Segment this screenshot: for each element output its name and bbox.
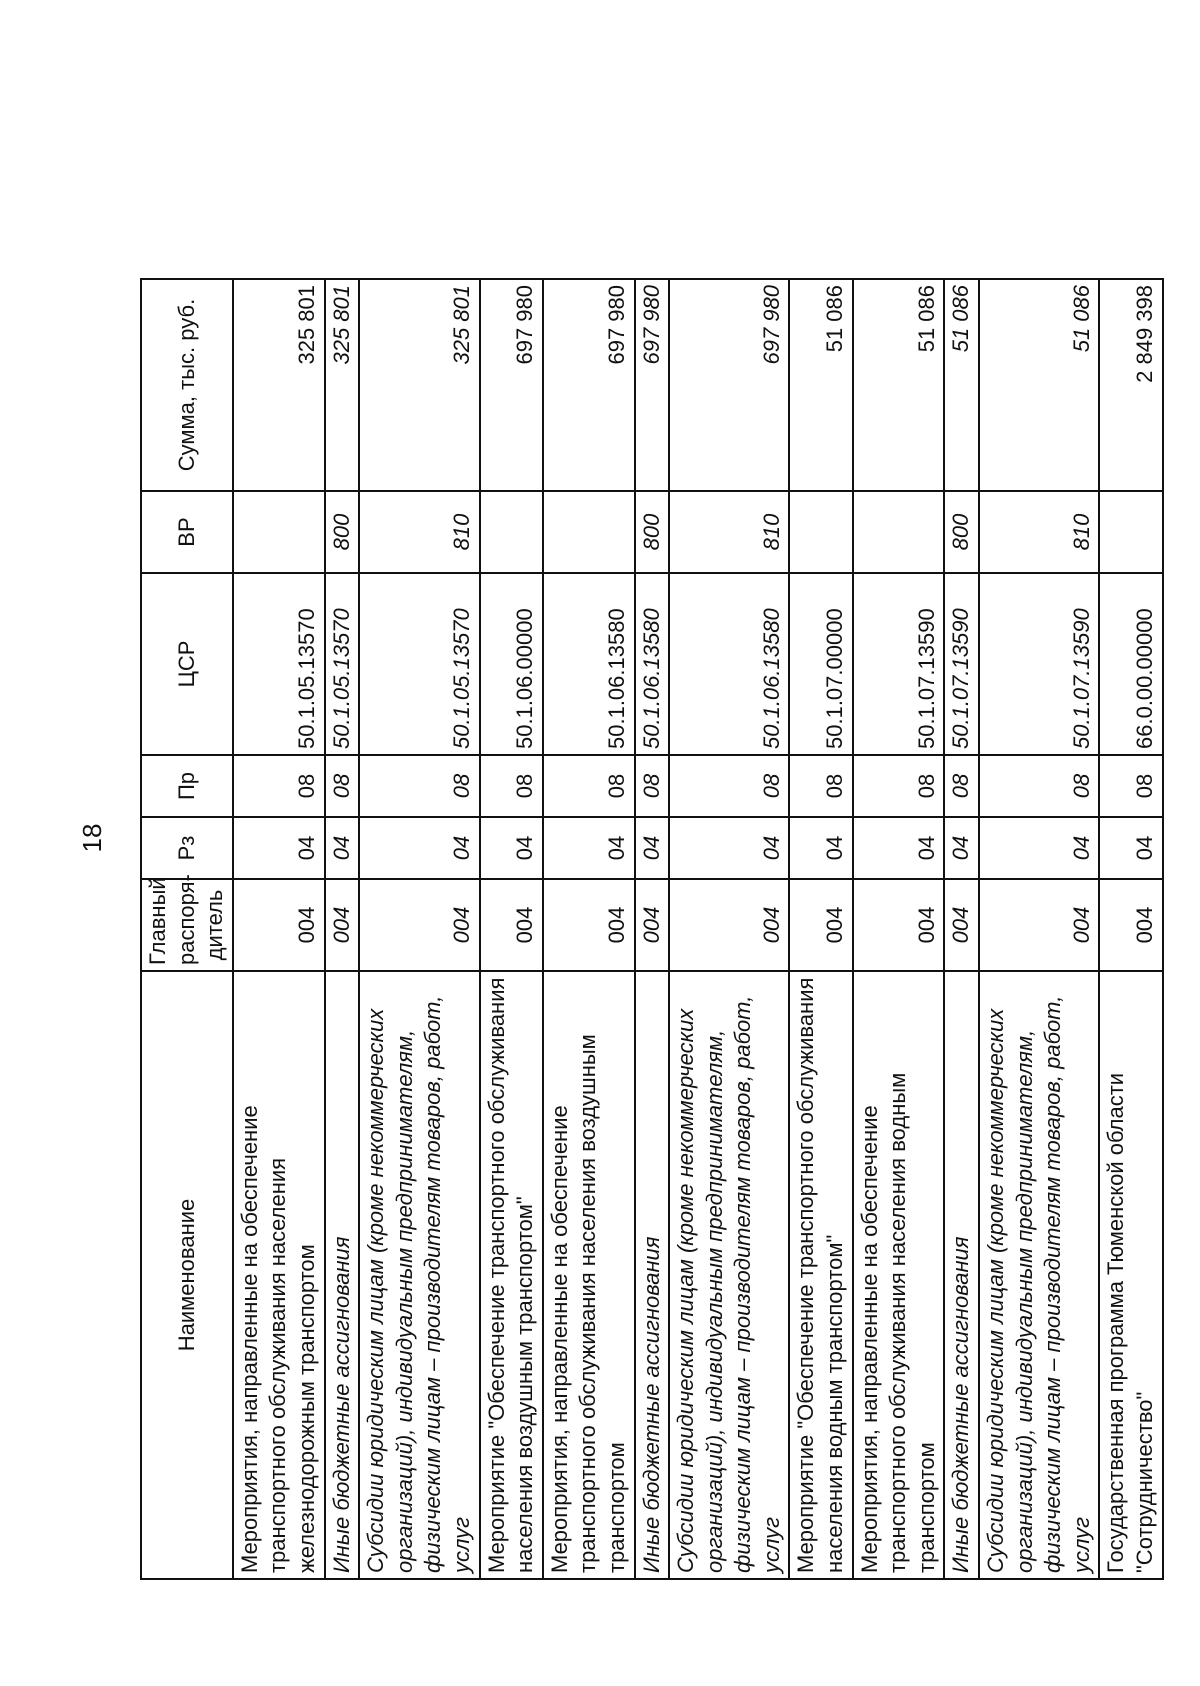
cell-csr: 50.1.07.13590	[979, 573, 1099, 755]
table-row	[233, 279, 325, 1579]
budget-table	[140, 278, 1164, 1580]
cell-main-manager: 004	[635, 879, 670, 971]
cell-rz: 04	[325, 817, 360, 879]
cell-sum: 697 980	[480, 279, 543, 491]
table-row	[325, 279, 360, 1579]
cell-vr	[789, 491, 852, 573]
header-rz: Рз	[141, 817, 233, 879]
cell-csr: 50.1.07.13590	[853, 573, 945, 755]
cell-csr: 50.1.07.13590	[944, 573, 979, 755]
cell-name: Мероприятия, направленные на обеспечение транспортного обслуживания населения водным транспортом	[853, 971, 945, 1579]
cell-main-manager: 004	[233, 879, 325, 971]
header-vr: ВР	[141, 491, 233, 573]
cell-rz: 04	[979, 817, 1099, 879]
header-csr: ЦСР	[141, 573, 233, 755]
cell-pr: 08	[635, 755, 670, 817]
cell-name: Иные бюджетные ассигнования	[325, 971, 360, 1579]
cell-main-manager: 004	[325, 879, 360, 971]
cell-csr: 50.1.06.13580	[543, 573, 635, 755]
table-row	[853, 279, 945, 1579]
cell-name: Мероприятия, направленные на обеспечение транспортного обслуживания населения воздушным транспортом	[543, 971, 635, 1579]
cell-main-manager: 004	[669, 879, 789, 971]
cell-rz: 04	[635, 817, 670, 879]
cell-pr: 08	[233, 755, 325, 817]
cell-sum: 51 086	[853, 279, 945, 491]
cell-sum: 51 086	[944, 279, 979, 491]
table-row	[543, 279, 635, 1579]
cell-pr: 08	[359, 755, 479, 817]
cell-main-manager: 004	[944, 879, 979, 971]
cell-csr: 66.0.00.00000	[1099, 573, 1162, 755]
cell-vr	[543, 491, 635, 573]
cell-pr: 08	[1099, 755, 1162, 817]
cell-csr: 50.1.05.13570	[233, 573, 325, 755]
cell-main-manager: 004	[359, 879, 479, 971]
cell-vr	[1099, 491, 1162, 573]
cell-sum: 325 801	[233, 279, 325, 491]
cell-name: Мероприятие "Обеспечение транспортного обслуживания населения водным транспортом"	[789, 971, 852, 1579]
cell-main-manager: 004	[979, 879, 1099, 971]
cell-rz: 04	[359, 817, 479, 879]
cell-pr: 08	[853, 755, 945, 817]
cell-name: Мероприятия, направленные на обеспечение транспортного обслуживания населения железнодорожным транспортом	[233, 971, 325, 1579]
cell-sum: 51 086	[979, 279, 1099, 491]
cell-name: Мероприятие "Обеспечение транспортного обслуживания населения воздушным транспортом"	[480, 971, 543, 1579]
cell-pr: 08	[325, 755, 360, 817]
cell-rz: 04	[1099, 817, 1162, 879]
cell-name: Субсидии юридическим лицам (кроме некоммерческих организаций), индивидуальным предпринимателям, физическим лицам – производителям товаров, работ, услуг	[359, 971, 479, 1579]
header-pr: Пр	[141, 755, 233, 817]
cell-main-manager: 004	[853, 879, 945, 971]
cell-name: Субсидии юридическим лицам (кроме некоммерческих организаций), индивидуальным предпринимателям, физическим лицам – производителям товаров, работ, услуг	[979, 971, 1099, 1579]
page-number: 18	[77, 823, 107, 853]
cell-rz: 04	[669, 817, 789, 879]
cell-main-manager: 004	[789, 879, 852, 971]
cell-vr: 810	[979, 491, 1099, 573]
cell-pr: 08	[480, 755, 543, 817]
cell-csr: 50.1.06.13580	[635, 573, 670, 755]
table-row	[979, 279, 1099, 1579]
cell-name: Иные бюджетные ассигнования	[944, 971, 979, 1579]
header-name: Наименование	[141, 971, 233, 1579]
cell-pr: 08	[979, 755, 1099, 817]
table-row	[359, 279, 479, 1579]
cell-vr: 810	[669, 491, 789, 573]
table-row	[669, 279, 789, 1579]
cell-main-manager: 004	[1099, 879, 1162, 971]
cell-csr: 50.1.06.13580	[669, 573, 789, 755]
cell-rz: 04	[789, 817, 852, 879]
cell-rz: 04	[233, 817, 325, 879]
cell-vr: 810	[359, 491, 479, 573]
cell-vr	[480, 491, 543, 573]
cell-sum: 2 849 398	[1099, 279, 1162, 491]
cell-rz: 04	[944, 817, 979, 879]
cell-sum: 325 801	[325, 279, 360, 491]
cell-sum: 697 980	[543, 279, 635, 491]
table-row	[1099, 279, 1162, 1579]
cell-csr: 50.1.05.13570	[359, 573, 479, 755]
cell-csr: 50.1.05.13570	[325, 573, 360, 755]
cell-rz: 04	[853, 817, 945, 879]
cell-csr: 50.1.07.00000	[789, 573, 852, 755]
cell-vr: 800	[944, 491, 979, 573]
cell-pr: 08	[789, 755, 852, 817]
cell-rz: 04	[543, 817, 635, 879]
cell-pr: 08	[543, 755, 635, 817]
cell-pr: 08	[944, 755, 979, 817]
cell-sum: 697 980	[669, 279, 789, 491]
table-row	[480, 279, 543, 1579]
cell-main-manager: 004	[543, 879, 635, 971]
cell-sum: 51 086	[789, 279, 852, 491]
cell-main-manager: 004	[480, 879, 543, 971]
cell-vr: 800	[325, 491, 360, 573]
table-body	[233, 279, 1163, 1579]
cell-vr	[853, 491, 945, 573]
table-row	[789, 279, 852, 1579]
cell-name: Государственная программа Тюменской области "Сотрудничество"	[1099, 971, 1162, 1579]
cell-name: Субсидии юридическим лицам (кроме некоммерческих организаций), индивидуальным предпринимателям, физическим лицам – производителям товаров, работ, услуг	[669, 971, 789, 1579]
cell-name: Иные бюджетные ассигнования	[635, 971, 670, 1579]
table-row	[944, 279, 979, 1579]
cell-sum: 325 801	[359, 279, 479, 491]
cell-sum: 697 980	[635, 279, 670, 491]
cell-csr: 50.1.06.00000	[480, 573, 543, 755]
header-main-manager: Главный распоря-дитель	[141, 879, 233, 971]
cell-vr	[233, 491, 325, 573]
header-sum: Сумма, тыс. руб.	[141, 279, 233, 491]
table-header-row	[141, 279, 233, 1579]
table-row	[635, 279, 670, 1579]
cell-rz: 04	[480, 817, 543, 879]
budget-table-rotated	[140, 280, 1157, 1580]
cell-vr: 800	[635, 491, 670, 573]
cell-pr: 08	[669, 755, 789, 817]
